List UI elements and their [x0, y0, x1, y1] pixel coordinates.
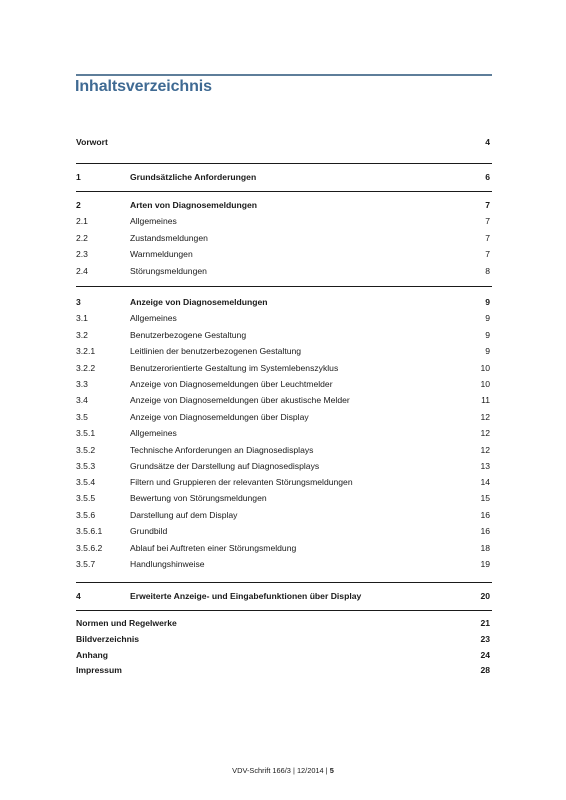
- toc-entry[interactable]: [76, 171, 492, 183]
- toc-entry-number: 3.5.1: [76, 428, 96, 438]
- toc-entry-page: 10: [480, 363, 490, 373]
- toc-entry[interactable]: [76, 633, 492, 645]
- toc-entry[interactable]: [76, 509, 492, 521]
- toc-entry[interactable]: [76, 362, 492, 374]
- toc-entry[interactable]: [76, 542, 492, 554]
- toc-entry-label: Vorwort: [76, 137, 108, 147]
- toc-entry[interactable]: [76, 492, 492, 504]
- separator-line: [76, 610, 492, 611]
- toc-entry-label: Grundbild: [130, 526, 168, 536]
- page-footer: [0, 766, 566, 775]
- title-rule: [76, 74, 492, 76]
- toc-entry-number: 3.5.7: [76, 559, 96, 569]
- toc-entry-label: Zustandsmeldungen: [130, 233, 208, 243]
- footer-page-number: 5: [329, 766, 334, 775]
- toc-entry-page: 19: [480, 559, 490, 569]
- toc-entry-page: 15: [480, 493, 490, 503]
- toc-entry-label: Benutzerorientierte Gestaltung im Systemlebenszyklus: [130, 363, 339, 373]
- toc-entry[interactable]: [76, 136, 492, 148]
- toc-entry-label: Erweiterte Anzeige- und Eingabefunktionen über Display: [130, 591, 362, 601]
- toc-entry-label: Grundsätze der Darstellung auf Diagnosedisplays: [130, 461, 320, 471]
- toc-entry-page: 18: [480, 543, 490, 553]
- toc-entry[interactable]: [76, 476, 492, 488]
- toc-entry-page: 7: [485, 216, 490, 226]
- separator-line: [76, 582, 492, 583]
- toc-entry-page: 24: [480, 650, 490, 660]
- toc-entry-page: 9: [485, 330, 490, 340]
- toc-entry-number: 4: [76, 591, 81, 601]
- toc-entry-page: 16: [480, 526, 490, 536]
- toc-entry-label: Allgemeines: [130, 216, 177, 226]
- separator-line: [76, 191, 492, 192]
- toc-entry[interactable]: [76, 558, 492, 570]
- toc-entry-label: Darstellung auf dem Display: [130, 510, 238, 520]
- toc-entry[interactable]: [76, 427, 492, 439]
- toc-entry[interactable]: [76, 296, 492, 308]
- footer-text: VDV-Schrift 166/3 | 12/2014 |: [232, 766, 328, 775]
- toc-entry[interactable]: [76, 265, 492, 277]
- toc-entry-label: Arten von Diagnosemeldungen: [130, 200, 258, 210]
- toc-entry-page: 20: [480, 591, 490, 601]
- toc-entry-number: 3: [76, 297, 81, 307]
- toc-entry-page: 12: [480, 428, 490, 438]
- toc-entry-number: 3.5.2: [76, 445, 96, 455]
- page-title: Inhaltsverzeichnis: [75, 78, 212, 95]
- toc-entry-number: 2.2: [76, 233, 88, 243]
- toc-entry-number: 2.4: [76, 266, 88, 276]
- toc-entry-label: Anzeige von Diagnosemeldungen über Leuchtmelder: [130, 379, 333, 389]
- toc-entry-number: 3.5.6.2: [76, 543, 103, 553]
- toc-entry-label: Anzeige von Diagnosemeldungen über akustische Melder: [130, 395, 350, 405]
- toc-entry-number: 3.2.1: [76, 346, 96, 356]
- toc-entry-page: 9: [485, 346, 490, 356]
- toc-entry-label: Warnmeldungen: [130, 249, 193, 259]
- toc-entry[interactable]: [76, 649, 492, 661]
- toc-entry-number: 1: [76, 172, 81, 182]
- toc-entry-number: 3.2: [76, 330, 88, 340]
- toc-entry-label: Impressum: [76, 665, 122, 675]
- toc-entry[interactable]: [76, 664, 492, 676]
- toc-entry[interactable]: [76, 525, 492, 537]
- toc-entry[interactable]: [76, 444, 492, 456]
- toc-entry-number: 2.3: [76, 249, 88, 259]
- toc-entry-page: 6: [485, 172, 490, 182]
- toc-entry-label: Anzeige von Diagnosemeldungen über Display: [130, 412, 309, 422]
- toc-entry-number: 2: [76, 200, 81, 210]
- toc-entry-page: 11: [481, 395, 490, 405]
- toc-entry-page: 9: [485, 297, 490, 307]
- toc-entry[interactable]: [76, 394, 492, 406]
- toc-entry[interactable]: [76, 617, 492, 629]
- toc-entry-label: Allgemeines: [130, 313, 177, 323]
- toc-entry-number: 3.5.4: [76, 477, 96, 487]
- toc-entry-label: Anzeige von Diagnosemeldungen: [130, 297, 268, 307]
- toc-entry-label: Ablauf bei Auftreten einer Störungsmeldung: [130, 543, 297, 553]
- toc-entry-label: Normen und Regelwerke: [76, 618, 177, 628]
- toc-entry-number: 3.5.6.1: [76, 526, 103, 536]
- toc-entry[interactable]: [76, 232, 492, 244]
- toc-entry-label: Bewertung von Störungsmeldungen: [130, 493, 267, 503]
- toc-entry-number: 3.1: [76, 313, 88, 323]
- toc-entry-label: Benutzerbezogene Gestaltung: [130, 330, 247, 340]
- toc-entry[interactable]: [76, 215, 492, 227]
- toc-entry-page: 7: [485, 200, 490, 210]
- toc-entry-page: 8: [485, 266, 490, 276]
- toc-entry[interactable]: [76, 199, 492, 211]
- toc-entry-label: Allgemeines: [130, 428, 177, 438]
- toc-entry-page: 10: [480, 379, 490, 389]
- toc-entry-label: Handlungshinweise: [130, 559, 205, 569]
- toc-entry[interactable]: [76, 460, 492, 472]
- toc-entry[interactable]: [76, 590, 492, 602]
- toc-entry-page: 16: [480, 510, 490, 520]
- toc-entry-label: Technische Anforderungen an Diagnosedisplays: [130, 445, 314, 455]
- toc-entry-label: Grundsätzliche Anforderungen: [130, 172, 257, 182]
- toc-entry[interactable]: [76, 329, 492, 341]
- toc-entry-page: 9: [485, 313, 490, 323]
- toc-entry-number: 3.2.2: [76, 363, 96, 373]
- toc-entry-label: Anhang: [76, 650, 108, 660]
- separator-line: [76, 286, 492, 287]
- toc-entry-page: 21: [480, 618, 490, 628]
- toc-entry-number: 3.5.5: [76, 493, 96, 503]
- toc-entry[interactable]: [76, 345, 492, 357]
- toc-entry-number: 3.5: [76, 412, 88, 422]
- toc-entry-page: 13: [480, 461, 490, 471]
- toc-entry[interactable]: [76, 411, 492, 423]
- toc-entry-page: 28: [480, 665, 490, 675]
- toc-entry-number: 3.5.6: [76, 510, 96, 520]
- toc-entry[interactable]: [76, 312, 492, 324]
- toc-entry-page: 7: [485, 249, 490, 259]
- separator-line: [76, 163, 492, 164]
- toc-entry-label: Filtern und Gruppieren der relevanten Störungsmeldungen: [130, 477, 353, 487]
- toc-entry-page: 12: [480, 412, 490, 422]
- toc-entry-label: Leitlinien der benutzerbezogenen Gestaltung: [130, 346, 302, 356]
- toc-entry-page: 23: [480, 634, 490, 644]
- toc-entry-number: 3.4: [76, 395, 88, 405]
- toc-entry-number: 2.1: [76, 216, 88, 226]
- toc-entry-label: Störungsmeldungen: [130, 266, 207, 276]
- toc-entry-page: 14: [480, 477, 490, 487]
- toc-entry-number: 3.3: [76, 379, 88, 389]
- toc-entry[interactable]: [76, 248, 492, 260]
- toc-entry-label: Bildverzeichnis: [76, 634, 140, 644]
- toc-entry-page: 12: [480, 445, 490, 455]
- toc-entry[interactable]: [76, 378, 492, 390]
- toc-entry-page: 7: [485, 233, 490, 243]
- toc-entry-page: 4: [485, 137, 490, 147]
- toc-entry-number: 3.5.3: [76, 461, 96, 471]
